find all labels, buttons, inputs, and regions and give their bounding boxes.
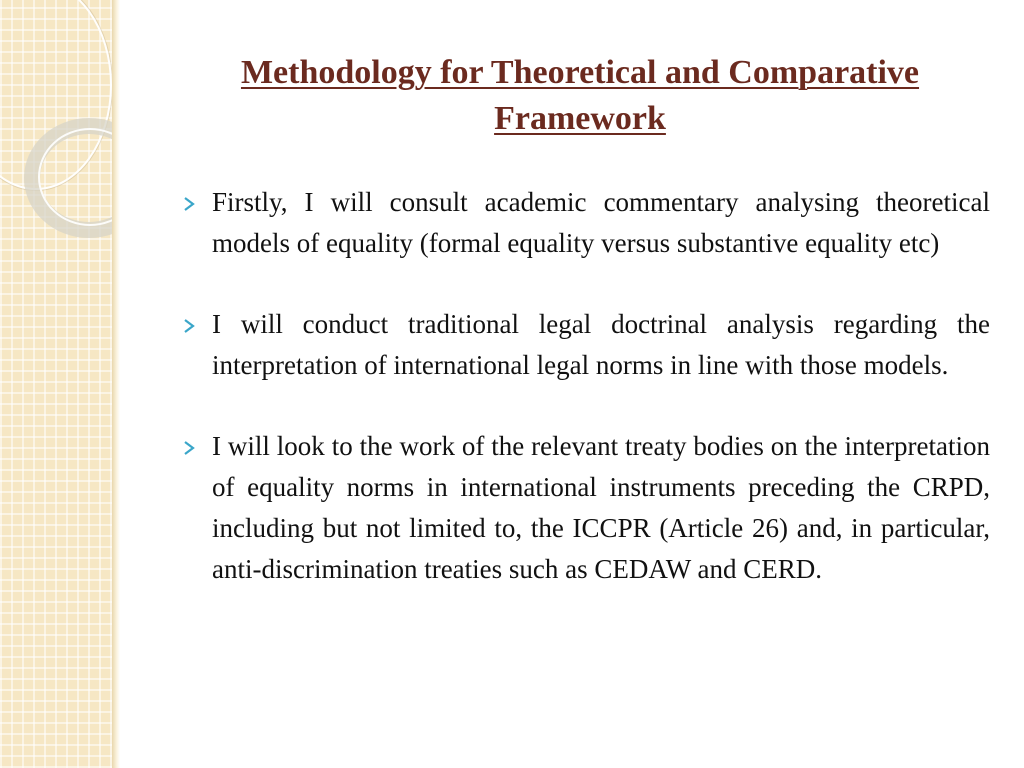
bullet-text: I will look to the work of the relevant treaty bodies on the interpretation of equality norms in international instruments preceding the CRPD, including but not limited to, the ICCPR (Article 26) and, in particular, anti-discrimination treaties such as CEDAW and CERD. [212, 431, 990, 584]
bullet-item [178, 426, 990, 590]
side-panel-edge [112, 0, 120, 768]
bullet-list [178, 182, 990, 630]
bullet-item [178, 304, 990, 386]
bullet-text: I will conduct traditional legal doctrinal analysis regarding the interpretation of international legal norms in line with those models. [212, 309, 990, 380]
bullet-item [178, 182, 990, 264]
slide-title [150, 50, 1010, 142]
bullet-text: Firstly, I will consult academic commentary analysing theoretical models of equality (formal equality versus substantive equality etc) [212, 187, 990, 258]
decorative-side-panel [0, 0, 112, 768]
slide-title-line: Methodology for Theoretical and Comparative [240, 54, 920, 91]
slide-title-line: Framework [494, 100, 666, 137]
